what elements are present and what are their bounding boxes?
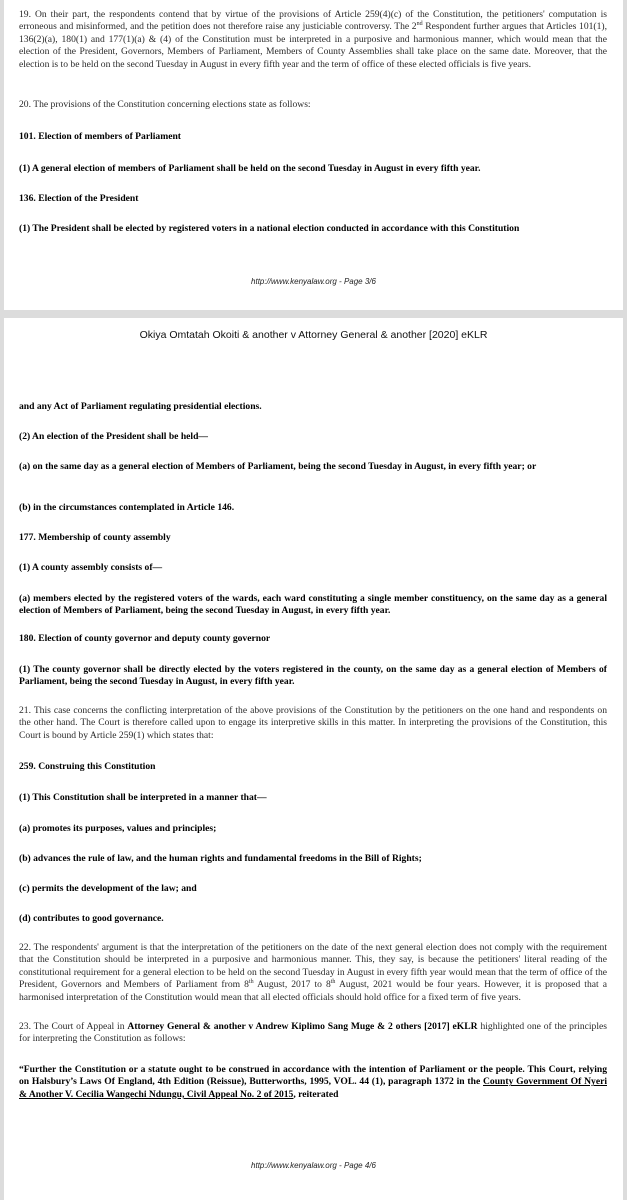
quoted-case-name: County Government Of Nyeri & Another V. Cecilia Wangechi Ndungu, Civil Appeal No. 2 of 2015 [19,1076,607,1100]
document-page-3 [4,0,623,310]
clause-136-2a: (a) on the same day as a general election of Members of Parliament, being the second Tuesday in August, in every fifth year; or [19,461,537,472]
page-footer: http://www.kenyalaw.org - Page 3/6 [251,277,376,286]
case-citation: Attorney General & another v Andrew Kiplimo Sang Muge & 2 others [2017] eKLR [127,1021,478,1032]
paragraph-22: 22. The respondents' argument is that the interpretation of the petitioners on the date of the next general election does not comply with the requirement that the Constitution should be interpreted in a purposive and harmonious manner. This, they say, is because the petitioners' literal reading of the constitutional requirement for a general election to be held on the second Tuesday in August in every fifth year would mean that the term of office of the President, Governors and Members of Parliament from 8th August, 2017 to 8th August, 2021 would be four years. However, it is proposed that a harmonised interpretation of the Constitution would mean that all elected officials should hold office for a fixed term of five years. [19,942,607,1003]
heading-article-177: 177. Membership of county assembly [19,532,171,543]
paragraph-23: 23. The Court of Appeal in Attorney General & another v Andrew Kiplimo Sang Muge & 2 others [2017] eKLR highlighted one of the principles for interpreting the Constitution as follows: [19,1021,607,1045]
heading-article-259: 259. Construing this Constitution [19,761,156,772]
clause-177-1a: (a) members elected by the registered voters of the wards, each ward constituting a single member constituency, on the same day as a general election of Members of Parliament, being the second Tuesday in August, in every fifth year. [19,593,607,617]
clause-136-continued: and any Act of Parliament regulating presidential elections. [19,401,262,412]
heading-article-180: 180. Election of county governor and deputy county governor [19,633,271,644]
page-header: Okiya Omtatah Okoiti & another v Attorney General & another [2020] eKLR [139,329,488,341]
quotation: “Further the Constitution or a statute ought to be construed in accordance with the intention of Parliament or the people. This Court, relying on Halsbury’s Laws Of England, 4th Edition (Reissue), Butterworths, 1995, VOL. 44 (1), paragraph 1372 in the County Government Of Nyeri & Another V. Cecilia Wangechi Ndungu, Civil Appeal No. 2 of 2015, reiterated [19,1064,607,1100]
clause-259-a: (a) promotes its purposes, values and principles; [19,823,217,834]
paragraph-19: 19. On their part, the respondents contend that by virtue of the provisions of Article 259(4)(c) of the Constitution, the petitioners' computation is erroneous and misinformed, and the petition does not therefore raise any justiciable controversy. The 2nd Respondent further argues that Articles 101(1), 136(2)(a), 180(1) and 177(1)(a) & (4) of the Constitution must be interpreted in a purposive and harmonious manner, which would mean that the election of the President, Governors, Members of Parliament, Members of County Assemblies shall take place on the same date. Moreover, that the election is to be held on the second Tuesday in August in every fifth year and the term of office of these elected officials is five years. [19,9,607,70]
clause-136-1: (1) The President shall be elected by registered voters in a national election conducted in accordance with this Constitution [19,223,520,234]
clause-259-1: (1) This Constitution shall be interpreted in a manner that— [19,792,267,803]
heading-article-136: 136. Election of the President [19,193,139,204]
page-footer: http://www.kenyalaw.org - Page 4/6 [251,1161,376,1170]
document-page-4 [4,318,623,1200]
clause-177-1: (1) A county assembly consists of— [19,562,163,573]
clause-180-1: (1) The county governor shall be directly elected by the voters registered in the county, on the same day as a general election of Members of Parliament, being the second Tuesday in August, in every fifth year. [19,664,607,688]
clause-259-b: (b) advances the rule of law, and the human rights and fundamental freedoms in the Bill of Rights; [19,853,422,864]
clause-136-2b: (b) in the circumstances contemplated in Article 146. [19,502,235,513]
clause-101-1: (1) A general election of members of Parliament shall be held on the second Tuesday in August in every fifth year. [19,163,481,174]
clause-259-c: (c) permits the development of the law; and [19,883,197,894]
heading-article-101: 101. Election of members of Parliament [19,131,181,142]
paragraph-20: 20. The provisions of the Constitution concerning elections state as follows: [19,99,311,110]
clause-259-d: (d) contributes to good governance. [19,913,164,924]
clause-136-2: (2) An election of the President shall be held— [19,431,209,442]
paragraph-21: 21. This case concerns the conflicting interpretation of the above provisions of the Constitution by the petitioners on the one hand and respondents on the other hand. The Court is therefore called upon to engage its interpretive skills in this matter. In interpreting the provisions of the Constitution, this Court is bound by Article 259(1) which states that: [19,705,607,741]
